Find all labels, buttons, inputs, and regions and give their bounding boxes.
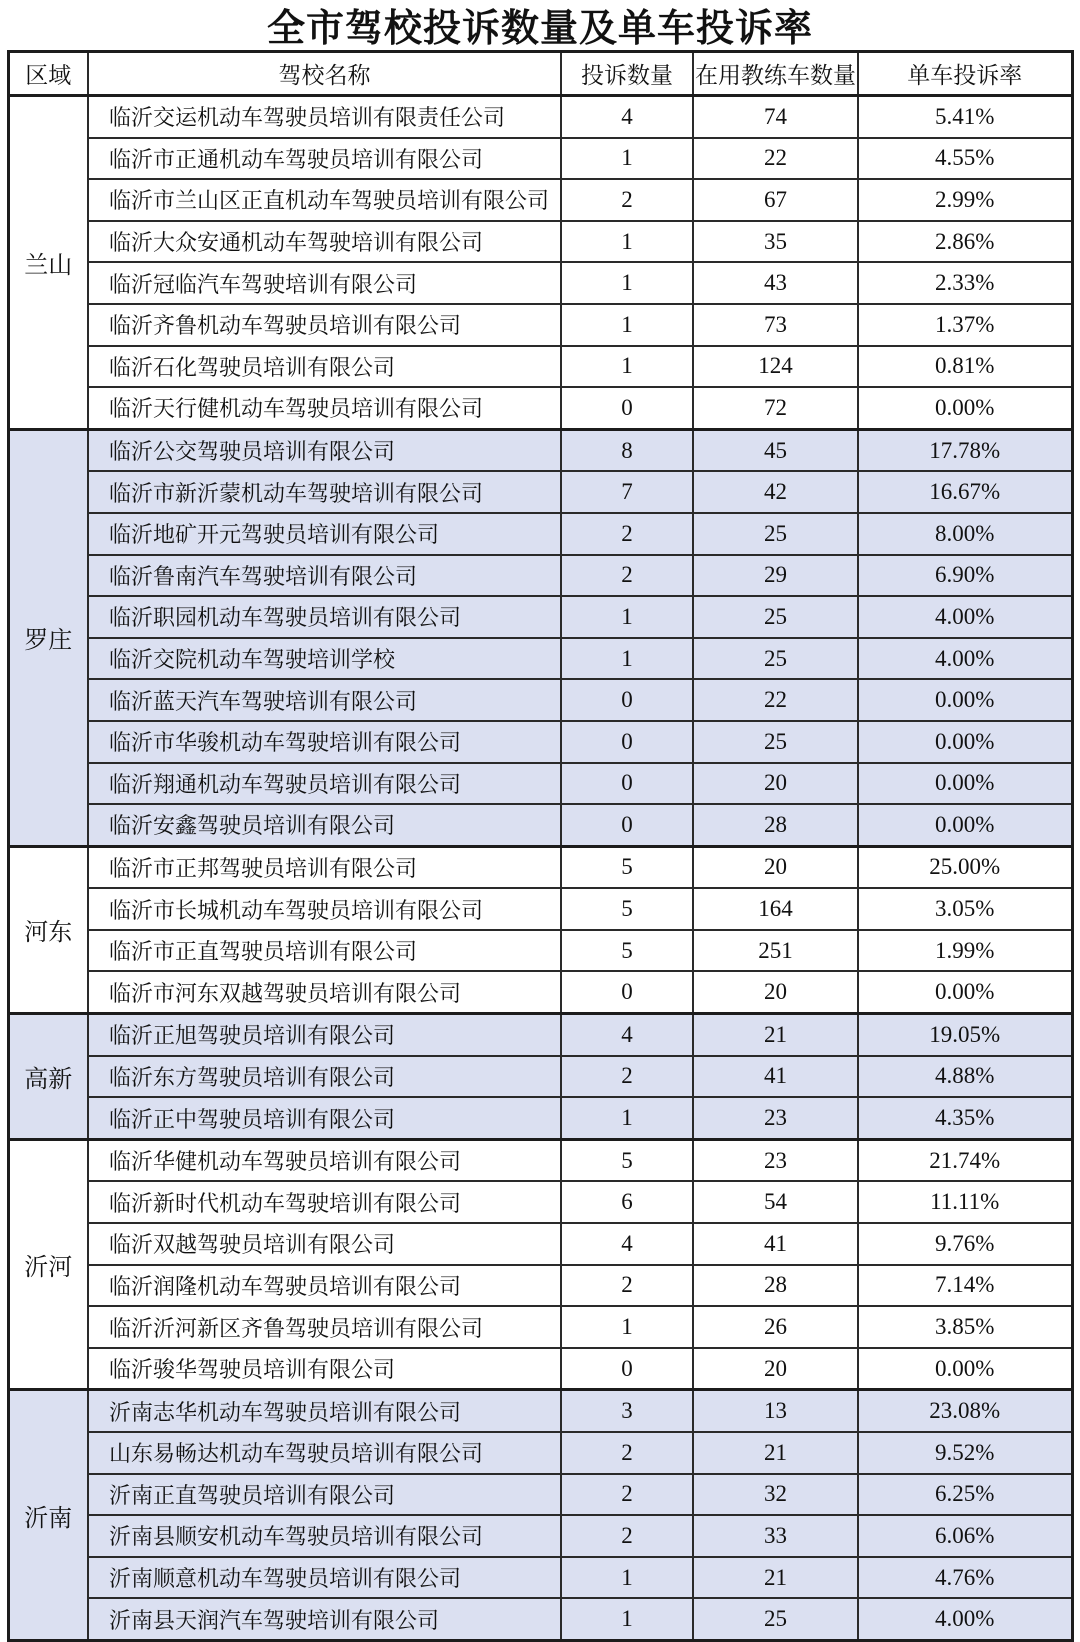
rate-cell: 0.81% [858, 346, 1072, 388]
school-name-cell: 沂南正直驾驶员培训有限公司 [88, 1474, 561, 1516]
rate-cell: 1.37% [858, 304, 1072, 346]
table-row [8, 1139, 1072, 1181]
vehicles-cell: 23 [693, 1097, 858, 1139]
rate-cell: 2.99% [858, 179, 1072, 221]
table-row [8, 471, 1072, 513]
rate-cell: 3.05% [858, 888, 1072, 930]
complaints-cell: 1 [561, 638, 693, 680]
table-row [8, 1432, 1072, 1474]
complaints-cell: 1 [561, 1306, 693, 1348]
school-name-cell: 临沂地矿开元驾驶员培训有限公司 [88, 513, 561, 555]
complaints-cell: 0 [561, 971, 693, 1013]
rate-cell: 21.74% [858, 1139, 1072, 1181]
table-row [8, 1265, 1072, 1307]
vehicles-cell: 20 [693, 846, 858, 888]
header-cell-school: 驾校名称 [88, 52, 561, 96]
vehicles-cell: 73 [693, 304, 858, 346]
complaints-cell: 0 [561, 804, 693, 846]
complaints-cell: 2 [561, 1515, 693, 1557]
rate-cell: 4.76% [858, 1557, 1072, 1599]
complaints-cell: 4 [561, 96, 693, 138]
vehicles-cell: 21 [693, 1557, 858, 1599]
region-cell: 河东 [8, 846, 88, 1013]
table-row [8, 1390, 1072, 1432]
table-row [8, 262, 1072, 304]
school-name-cell: 临沂骏华驾驶员培训有限公司 [88, 1348, 561, 1390]
vehicles-cell: 33 [693, 1515, 858, 1557]
complaints-cell: 5 [561, 846, 693, 888]
school-name-cell: 临沂冠临汽车驾驶培训有限公司 [88, 262, 561, 304]
complaints-cell: 2 [561, 1265, 693, 1307]
vehicles-cell: 74 [693, 96, 858, 138]
table-row [8, 221, 1072, 263]
rate-cell: 0.00% [858, 804, 1072, 846]
vehicles-cell: 22 [693, 679, 858, 721]
complaints-cell: 2 [561, 179, 693, 221]
table-row [8, 596, 1072, 638]
rate-cell: 3.85% [858, 1306, 1072, 1348]
school-name-cell: 临沂市长城机动车驾驶员培训有限公司 [88, 888, 561, 930]
school-name-cell: 沂南顺意机动车驾驶员培训有限公司 [88, 1557, 561, 1599]
complaints-cell: 1 [561, 138, 693, 180]
vehicles-cell: 41 [693, 1223, 858, 1265]
school-name-cell: 临沂职园机动车驾驶员培训有限公司 [88, 596, 561, 638]
table-row [8, 763, 1072, 805]
vehicles-cell: 42 [693, 471, 858, 513]
complaints-cell: 1 [561, 346, 693, 388]
table-row [8, 1056, 1072, 1098]
table-row [8, 304, 1072, 346]
table-row [8, 1474, 1072, 1516]
school-name-cell: 临沂石化驾驶员培训有限公司 [88, 346, 561, 388]
vehicles-cell: 67 [693, 179, 858, 221]
school-name-cell: 临沂交运机动车驾驶员培训有限责任公司 [88, 96, 561, 138]
header-cell-complaints: 投诉数量 [561, 52, 693, 96]
rate-cell: 6.25% [858, 1474, 1072, 1516]
complaints-cell: 1 [561, 1097, 693, 1139]
vehicles-cell: 26 [693, 1306, 858, 1348]
vehicles-cell: 43 [693, 262, 858, 304]
vehicles-cell: 25 [693, 596, 858, 638]
table-row [8, 138, 1072, 180]
vehicles-cell: 25 [693, 1598, 858, 1640]
vehicles-cell: 25 [693, 721, 858, 763]
school-name-cell: 山东易畅达机动车驾驶员培训有限公司 [88, 1432, 561, 1474]
rate-cell: 25.00% [858, 846, 1072, 888]
school-name-cell: 沂南志华机动车驾驶员培训有限公司 [88, 1390, 561, 1432]
rate-cell: 5.41% [858, 96, 1072, 138]
school-name-cell: 临沂市新沂蒙机动车驾驶培训有限公司 [88, 471, 561, 513]
table-row [8, 1181, 1072, 1223]
school-name-cell: 临沂安鑫驾驶员培训有限公司 [88, 804, 561, 846]
table-row [8, 1598, 1072, 1640]
table-row [8, 387, 1072, 429]
table-row [8, 1097, 1072, 1139]
table-row [8, 679, 1072, 721]
complaints-cell: 2 [561, 513, 693, 555]
complaints-cell: 0 [561, 679, 693, 721]
rate-cell: 0.00% [858, 721, 1072, 763]
school-name-cell: 临沂市华骏机动车驾驶培训有限公司 [88, 721, 561, 763]
vehicles-cell: 13 [693, 1390, 858, 1432]
table-row [8, 1515, 1072, 1557]
page-title: 全市驾校投诉数量及单车投诉率 [266, 8, 813, 50]
table-row [8, 346, 1072, 388]
region-cell: 沂南 [8, 1390, 88, 1641]
vehicles-cell: 32 [693, 1474, 858, 1516]
school-name-cell: 临沂市正邦驾驶员培训有限公司 [88, 846, 561, 888]
vehicles-cell: 25 [693, 638, 858, 680]
vehicles-cell: 164 [693, 888, 858, 930]
complaints-cell: 4 [561, 1014, 693, 1056]
complaints-cell: 2 [561, 555, 693, 597]
complaints-cell: 7 [561, 471, 693, 513]
rate-cell: 9.52% [858, 1432, 1072, 1474]
rate-cell: 4.00% [858, 1598, 1072, 1640]
rate-cell: 11.11% [858, 1181, 1072, 1223]
school-name-cell: 临沂正旭驾驶员培训有限公司 [88, 1014, 561, 1056]
vehicles-cell: 21 [693, 1014, 858, 1056]
region-cell: 兰山 [8, 96, 88, 430]
table-row [8, 1348, 1072, 1390]
table-row [8, 1557, 1072, 1599]
complaints-cell: 3 [561, 1390, 693, 1432]
rate-cell: 2.33% [858, 262, 1072, 304]
complaints-cell: 1 [561, 304, 693, 346]
header-cell-vehicles: 在用教练车数量 [693, 52, 858, 96]
header-cell-region: 区域 [8, 52, 88, 96]
vehicles-cell: 124 [693, 346, 858, 388]
table-row [8, 971, 1072, 1013]
school-name-cell: 临沂鲁南汽车驾驶培训有限公司 [88, 555, 561, 597]
school-name-cell: 临沂翔通机动车驾驶员培训有限公司 [88, 763, 561, 805]
table-row [8, 638, 1072, 680]
vehicles-cell: 20 [693, 1348, 858, 1390]
vehicles-cell: 29 [693, 555, 858, 597]
rate-cell: 8.00% [858, 513, 1072, 555]
complaints-cell: 0 [561, 721, 693, 763]
school-name-cell: 沂南县天润汽车驾驶培训有限公司 [88, 1598, 561, 1640]
table-row [8, 804, 1072, 846]
rate-cell: 7.14% [858, 1265, 1072, 1307]
rate-cell: 19.05% [858, 1014, 1072, 1056]
rate-cell: 6.90% [858, 555, 1072, 597]
rate-cell: 0.00% [858, 679, 1072, 721]
vehicles-cell: 20 [693, 971, 858, 1013]
complaints-cell: 1 [561, 1557, 693, 1599]
vehicles-cell: 21 [693, 1432, 858, 1474]
school-name-cell: 临沂天行健机动车驾驶员培训有限公司 [88, 387, 561, 429]
rate-cell: 0.00% [858, 763, 1072, 805]
school-name-cell: 临沂市河东双越驾驶员培训有限公司 [88, 971, 561, 1013]
school-name-cell: 临沂新时代机动车驾驶培训有限公司 [88, 1181, 561, 1223]
region-cell: 罗庄 [8, 429, 88, 846]
table-row [8, 555, 1072, 597]
table-row [8, 1306, 1072, 1348]
table-row [8, 1014, 1072, 1056]
complaints-cell: 5 [561, 1139, 693, 1181]
school-name-cell: 临沂华健机动车驾驶员培训有限公司 [88, 1139, 561, 1181]
complaints-cell: 0 [561, 763, 693, 805]
complaints-cell: 6 [561, 1181, 693, 1223]
rate-cell: 4.55% [858, 138, 1072, 180]
table-row [8, 846, 1072, 888]
table-row [8, 721, 1072, 763]
complaints-cell: 5 [561, 930, 693, 972]
table-row [8, 930, 1072, 972]
school-name-cell: 临沂市兰山区正直机动车驾驶员培训有限公司 [88, 179, 561, 221]
school-name-cell: 临沂沂河新区齐鲁驾驶员培训有限公司 [88, 1306, 561, 1348]
complaints-cell: 2 [561, 1056, 693, 1098]
school-name-cell: 临沂市正通机动车驾驶员培训有限公司 [88, 138, 561, 180]
vehicles-cell: 41 [693, 1056, 858, 1098]
table-row [8, 429, 1072, 471]
rate-cell: 0.00% [858, 387, 1072, 429]
school-name-cell: 临沂市正直驾驶员培训有限公司 [88, 930, 561, 972]
rate-cell: 0.00% [858, 1348, 1072, 1390]
rate-cell: 23.08% [858, 1390, 1072, 1432]
vehicles-cell: 22 [693, 138, 858, 180]
rate-cell: 16.67% [858, 471, 1072, 513]
vehicles-cell: 72 [693, 387, 858, 429]
table-row [8, 1223, 1072, 1265]
vehicles-cell: 45 [693, 429, 858, 471]
rate-cell: 4.35% [858, 1097, 1072, 1139]
vehicles-cell: 35 [693, 221, 858, 263]
table-row [8, 179, 1072, 221]
rate-cell: 6.06% [858, 1515, 1072, 1557]
complaints-cell: 1 [561, 1598, 693, 1640]
rate-cell: 0.00% [858, 971, 1072, 1013]
region-cell: 高新 [8, 1014, 88, 1140]
table-row [8, 96, 1072, 138]
rate-cell: 9.76% [858, 1223, 1072, 1265]
complaints-cell: 8 [561, 429, 693, 471]
complaints-table [7, 50, 1074, 1642]
rate-cell: 17.78% [858, 429, 1072, 471]
school-name-cell: 临沂正中驾驶员培训有限公司 [88, 1097, 561, 1139]
vehicles-cell: 20 [693, 763, 858, 805]
table-row [8, 513, 1072, 555]
table-row [8, 888, 1072, 930]
school-name-cell: 沂南县顺安机动车驾驶员培训有限公司 [88, 1515, 561, 1557]
school-name-cell: 临沂双越驾驶员培训有限公司 [88, 1223, 561, 1265]
complaints-cell: 1 [561, 596, 693, 638]
complaints-cell: 2 [561, 1474, 693, 1516]
complaints-cell: 1 [561, 221, 693, 263]
rate-cell: 4.00% [858, 596, 1072, 638]
vehicles-cell: 28 [693, 804, 858, 846]
school-name-cell: 临沂交院机动车驾驶培训学校 [88, 638, 561, 680]
complaints-cell: 0 [561, 1348, 693, 1390]
complaints-cell: 1 [561, 262, 693, 304]
header-row [8, 52, 1072, 96]
rate-cell: 4.88% [858, 1056, 1072, 1098]
vehicles-cell: 23 [693, 1139, 858, 1181]
vehicles-cell: 54 [693, 1181, 858, 1223]
rate-cell: 1.99% [858, 930, 1072, 972]
vehicles-cell: 25 [693, 513, 858, 555]
rate-cell: 2.86% [858, 221, 1072, 263]
complaints-cell: 4 [561, 1223, 693, 1265]
school-name-cell: 临沂公交驾驶员培训有限公司 [88, 429, 561, 471]
school-name-cell: 临沂东方驾驶员培训有限公司 [88, 1056, 561, 1098]
complaints-cell: 2 [561, 1432, 693, 1474]
vehicles-cell: 251 [693, 930, 858, 972]
school-name-cell: 临沂齐鲁机动车驾驶员培训有限公司 [88, 304, 561, 346]
header-cell-rate: 单车投诉率 [858, 52, 1072, 96]
rate-cell: 4.00% [858, 638, 1072, 680]
region-cell: 沂河 [8, 1139, 88, 1390]
vehicles-cell: 28 [693, 1265, 858, 1307]
school-name-cell: 临沂蓝天汽车驾驶培训有限公司 [88, 679, 561, 721]
complaints-cell: 5 [561, 888, 693, 930]
table-body [8, 96, 1072, 1641]
school-name-cell: 临沂润隆机动车驾驶员培训有限公司 [88, 1265, 561, 1307]
school-name-cell: 临沂大众安通机动车驾驶培训有限公司 [88, 221, 561, 263]
complaints-cell: 0 [561, 387, 693, 429]
